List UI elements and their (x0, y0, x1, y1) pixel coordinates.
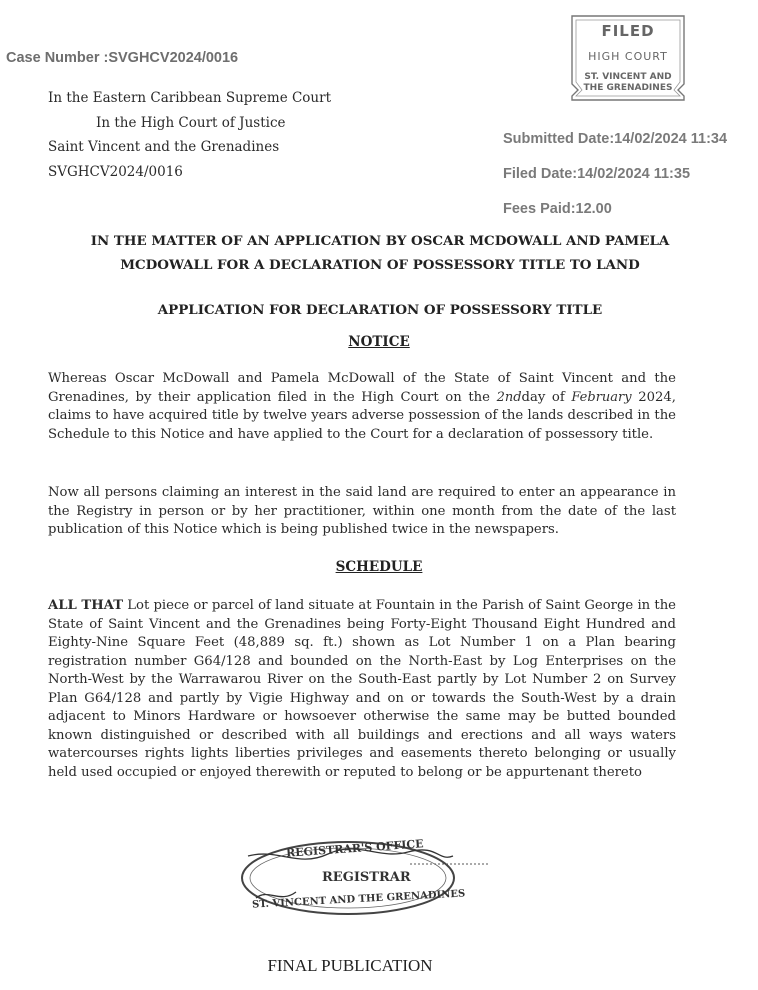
application-title: APPLICATION FOR DECLARATION OF POSSESSORY TITLE (157, 302, 603, 318)
registrar-stamp-top: REGISTRAR'S OFFICE (285, 837, 424, 860)
final-publication: FINAL PUBLICATION (267, 956, 433, 975)
notice-paragraph-2: Now all persons claiming an interest in the said land are required to enter an appearance in the Registry in person or by her practitioner, within one month from the date of the last publication of this Notice which is being published twice in the newspapers. (48, 485, 676, 537)
notice-paragraph-1 (48, 370, 676, 444)
schedule-paragraph (48, 597, 676, 782)
registrar-stamp (238, 838, 490, 920)
schedule-title: SCHEDULE (335, 559, 423, 575)
handwritten-month: February (571, 389, 632, 405)
filed-stamp (566, 14, 690, 102)
filed-date: Filed Date:14/02/2024 11:35 (503, 166, 691, 182)
registrar-stamp-bottom: ST. VINCENT AND THE GRENADINES (251, 888, 466, 911)
schedule-lead: ALL THAT (48, 598, 124, 613)
court-division: In the High Court of Justice (96, 114, 286, 131)
handwritten-day: 2nd (496, 389, 522, 405)
stamp-place-line1: ST. VINCENT AND (584, 72, 672, 82)
submitted-date: Submitted Date:14/02/2024 11:34 (503, 131, 728, 147)
registrar-stamp-title: REGISTRAR (322, 870, 411, 885)
notice-p1-part1: Whereas Oscar McDowall and Pamela McDowall of the State of Saint Vincent and the Grenadines, by their application filed in the High Court on the (48, 371, 676, 405)
notice-p1-part3: 2024, claims to have acquired title by twelve years adverse possession of the lands described in the Schedule to this Notice and have applied to the Court for a declaration of possessory title. (48, 389, 676, 442)
court-header (48, 86, 331, 184)
notice-title: NOTICE (348, 334, 410, 350)
matter-heading (40, 229, 720, 277)
case-number: Case Number :SVGHCV2024/0016 (6, 50, 239, 66)
matter-heading-line1: IN THE MATTER OF AN APPLICATION BY OSCAR MCDOWALL AND PAMELA (90, 233, 670, 249)
schedule-body: Lot piece or parcel of land situate at Fountain in the Parish of Saint George in the State of Saint Vincent and the Grenadines being Forty-Eight Thousand Eight Hundred and Eighty-Nine Square Feet (48,889 sq. ft.) shown as Lot Number 1 on a Plan bearing registration number G64/128 and bounded on the North-East by Log Enterprises on the North-West by the Warrawarou River on the South-East partly by Lot Number 2 on Survey Plan G64/128 and partly by Vigie Highway and on or towards the South-West by a drain adjacent to Minors Hardware or howsoever otherwise the same may be butted bounded known distinguished or described with all buildings and erections and all ways waters watercourses rights lights liberties privileges and easements thereto belonging or usually held used occupied or enjoyed therewith or reputed to belong or be appurtenant thereto (48, 598, 676, 780)
stamp-filed-label: FILED (601, 22, 655, 40)
stamp-court-label: HIGH COURT (588, 50, 668, 63)
notice-p1-part2: day of (521, 389, 572, 405)
matter-heading-line2: MCDOWALL FOR A DECLARATION OF POSSESSORY TITLE TO LAND (120, 257, 640, 273)
stamp-place-line2: THE GRENADINES (583, 83, 673, 93)
court-jurisdiction: Saint Vincent and the Grenadines (48, 139, 280, 155)
fees-paid: Fees Paid:12.00 (503, 201, 612, 217)
court-name: In the Eastern Caribbean Supreme Court (48, 90, 331, 106)
court-claim-number: SVGHCV2024/0016 (48, 163, 183, 180)
